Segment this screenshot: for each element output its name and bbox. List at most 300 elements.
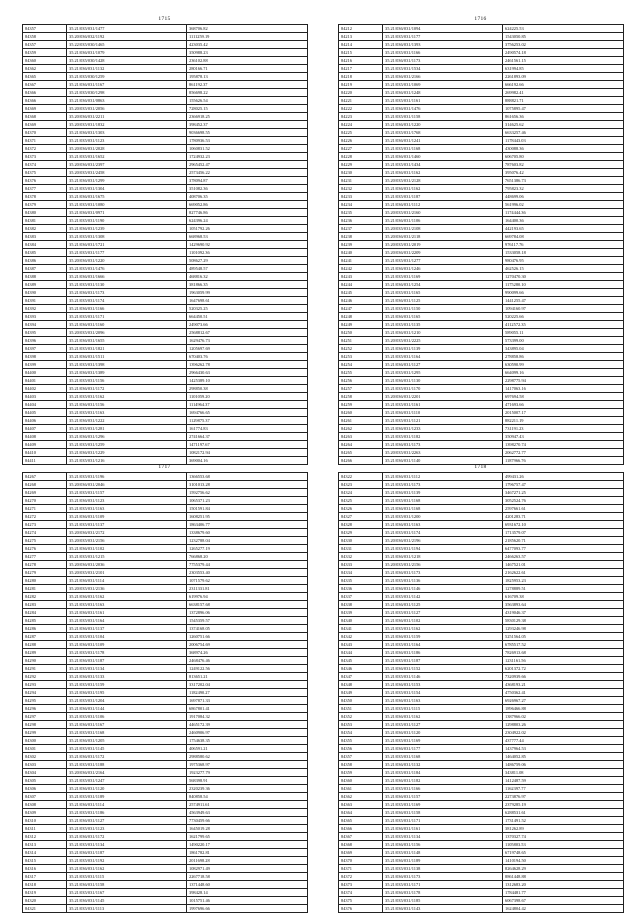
row-id-cell: 84231 <box>339 177 383 185</box>
row-code-cell: 35.21/036/031/1159 <box>383 633 503 641</box>
table-row <box>339 241 624 249</box>
row-code-cell: 35.21/036/031/1109 <box>67 641 187 649</box>
row-id-cell: 84260 <box>339 409 383 417</box>
row-id-cell: 84370 <box>339 857 383 865</box>
row-id-cell: 84296 <box>23 705 67 713</box>
row-value-cell: 1621799.65 <box>187 833 308 841</box>
row-id-cell: 84396 <box>23 337 67 345</box>
row-id-cell: 84282 <box>23 593 67 601</box>
row-id-cell: 84269 <box>23 489 67 497</box>
row-id-cell: 84386 <box>23 257 67 265</box>
row-code-cell: 35.21/035/031/1164 <box>383 641 503 649</box>
table-row <box>339 817 624 825</box>
table-row <box>23 633 308 641</box>
row-value-cell: 670403.76 <box>187 353 308 361</box>
table-row <box>23 873 308 881</box>
table-row <box>23 25 308 33</box>
row-code-cell: 35.21/035/031/1171 <box>383 881 503 889</box>
row-code-cell: 35.21/035/031/1194 <box>383 545 503 553</box>
table-row <box>339 97 624 105</box>
row-code-cell: 35.21/036/031/1239 <box>67 225 187 233</box>
row-code-cell: 35.21/036/031/1125 <box>383 601 503 609</box>
row-id-cell: 84313 <box>23 841 67 849</box>
row-code-cell: 35.21/036/031/1143 <box>383 905 503 913</box>
row-value-cell: 589055.11 <box>503 329 624 337</box>
table-row <box>339 537 624 545</box>
table-row <box>339 73 624 81</box>
row-id-cell: 84255 <box>339 369 383 377</box>
row-value-cell: 408706.35 <box>187 193 308 201</box>
table-row <box>339 649 624 657</box>
row-value-cell: 398428.14 <box>187 889 308 897</box>
row-id-cell: 84410 <box>23 449 67 457</box>
row-id-cell: 84223 <box>339 113 383 121</box>
row-id-cell: 84287 <box>23 633 67 641</box>
row-id-cell: 84271 <box>23 505 67 513</box>
row-value-cell: 668968.53 <box>187 233 308 241</box>
row-code-cell: 35.21/036/031/1163 <box>383 697 503 705</box>
table-row <box>339 545 624 553</box>
row-value-cell: 888821.71 <box>503 97 624 105</box>
table-row <box>339 337 624 345</box>
table-row <box>339 297 624 305</box>
row-code-cell: 35.21/036/031/1173 <box>383 873 503 881</box>
row-value-cell: 1065371.23 <box>187 497 308 505</box>
row-code-cell: 35.21/035/031/1277 <box>383 257 503 265</box>
row-code-cell: 35.21/035/031/1768 <box>383 129 503 137</box>
table-row <box>23 889 308 897</box>
table-row <box>339 873 624 881</box>
row-value-cell: 1624804.42 <box>503 905 624 913</box>
row-id-cell: 84220 <box>339 89 383 97</box>
table-row <box>339 713 624 721</box>
row-id-cell: 84397 <box>23 345 67 353</box>
table-row <box>23 217 308 225</box>
table-row <box>339 585 624 593</box>
table-row <box>339 521 624 529</box>
row-code-cell: 35.20/035/031/2096 <box>67 329 187 337</box>
table-body <box>23 25 308 465</box>
row-value-cell: 697694.58 <box>503 393 624 401</box>
row-id-cell: 84354 <box>339 729 383 737</box>
row-id-cell: 84379 <box>23 201 67 209</box>
row-value-cell: 7651386.73 <box>503 177 624 185</box>
table-row <box>23 745 308 753</box>
row-value-cell: 1129875.37 <box>187 417 308 425</box>
row-code-cell: 35.21/036/031/1165 <box>383 313 503 321</box>
row-code-cell: 35.21/035/031/1434 <box>383 161 503 169</box>
row-value-cell: 161774.83 <box>187 425 308 433</box>
row-code-cell: 35.21/036/031/1157 <box>383 793 503 801</box>
row-id-cell: 84344 <box>339 649 383 657</box>
row-id-cell: 84368 <box>23 113 67 121</box>
table-row <box>339 441 624 449</box>
table-row <box>23 425 308 433</box>
row-id-cell: 84292 <box>23 673 67 681</box>
row-code-cell: 35.21/036/031/1153 <box>383 681 503 689</box>
table-row <box>339 329 624 337</box>
row-code-cell: 35.21/035/031/1174 <box>383 529 503 537</box>
row-id-cell: 84326 <box>339 505 383 513</box>
row-value-cell: 1162397.77 <box>503 785 624 793</box>
row-value-cell: 437777.44 <box>503 737 624 745</box>
row-id-cell: 84405 <box>23 409 67 417</box>
row-value-cell: 489548.57 <box>187 265 308 273</box>
row-id-cell: 84325 <box>339 497 383 505</box>
row-code-cell: 35.21/036/031/1220 <box>383 121 503 129</box>
row-code-cell: 35.21/035/031/1177 <box>383 33 503 41</box>
row-code-cell: 35.21/035/031/1134 <box>67 665 187 673</box>
row-id-cell: 84257 <box>339 385 383 393</box>
row-value-cell: 1410194.50 <box>503 857 624 865</box>
table-body <box>339 473 624 913</box>
row-code-cell: 35.21/035/031/1106 <box>67 713 187 721</box>
row-id-cell: 84251 <box>339 337 383 345</box>
row-code-cell: 35.21/036/031/1114 <box>67 801 187 809</box>
row-value-cell: 2597661.61 <box>503 505 624 513</box>
table-row <box>339 417 624 425</box>
table-row <box>23 577 308 585</box>
row-code-cell: 35.21/036/031/1666 <box>67 273 187 281</box>
row-value-cell: 2006754.69 <box>187 641 308 649</box>
row-code-cell: 35.21/036/031/1152 <box>383 665 503 673</box>
row-value-cell: 4201283.71 <box>503 513 624 521</box>
row-code-cell: 35.21/035/031/1476 <box>67 265 187 273</box>
row-code-cell: 35.20/035/031/2156 <box>67 537 187 545</box>
row-id-cell: 84327 <box>339 513 383 521</box>
row-value-cell: 3467271.25 <box>503 489 624 497</box>
row-code-cell: 35.21/036/031/0971 <box>67 209 187 217</box>
row-value-cell: 395076.42 <box>503 169 624 177</box>
table-row <box>339 617 624 625</box>
row-code-cell: 35.20/035/031/2458 <box>67 169 187 177</box>
row-id-cell: 84381 <box>23 217 67 225</box>
table-row <box>339 433 624 441</box>
row-id-cell: 84355 <box>339 737 383 745</box>
row-id-cell: 84212 <box>339 25 383 33</box>
table-row <box>23 561 308 569</box>
table-row <box>339 721 624 729</box>
row-id-cell: 84367 <box>23 81 67 89</box>
row-id-cell: 84329 <box>339 529 383 537</box>
table-row <box>339 177 624 185</box>
row-id-cell: 84395 <box>23 329 67 337</box>
table-row <box>339 641 624 649</box>
table-row <box>339 393 624 401</box>
row-code-cell: 35.21/035/031/1146 <box>383 673 503 681</box>
row-value-cell: 1265277.19 <box>187 545 308 553</box>
row-id-cell: 84233 <box>339 193 383 201</box>
row-code-cell: 35.20/035/031/2136 <box>67 585 187 593</box>
row-code-cell: 35.21/036/031/1178 <box>383 889 503 897</box>
row-value-cell: 314625.62 <box>503 121 624 129</box>
table-row <box>339 609 624 617</box>
row-code-cell: 35.20/036/032/1192 <box>67 33 187 41</box>
row-code-cell: 35.21/036/031/1079 <box>67 49 187 57</box>
row-id-cell: 84234 <box>339 201 383 209</box>
table-row <box>339 673 624 681</box>
row-id-cell: 84367 <box>339 833 383 841</box>
row-id-cell: 84215 <box>339 49 383 57</box>
row-value-cell: 856698.22 <box>187 89 308 97</box>
row-id-cell: 84225 <box>339 129 383 137</box>
row-id-cell: 84249 <box>339 321 383 329</box>
table-row <box>339 425 624 433</box>
row-value-cell: 155626.54 <box>187 97 308 105</box>
row-value-cell: 2304922.02 <box>503 729 624 737</box>
row-code-cell: 35.21/035/031/1184 <box>383 769 503 777</box>
row-code-cell: 35.20/035/031/2263 <box>383 449 503 457</box>
row-code-cell: 35.21/036/031/1172 <box>67 753 187 761</box>
table-row <box>23 825 308 833</box>
row-id-cell: 84315 <box>23 857 67 865</box>
row-id-cell: 84303 <box>23 761 67 769</box>
table-row <box>23 817 308 825</box>
row-id-cell: 84340 <box>339 617 383 625</box>
row-code-cell: 35.21/036/031/1393 <box>383 41 503 49</box>
row-code-cell: 35.21/035/031/1080 <box>67 201 187 209</box>
table-row <box>339 561 624 569</box>
table-row <box>339 889 624 897</box>
row-value-cell: 442193.65 <box>503 225 624 233</box>
row-value-cell: 1975368.97 <box>187 761 308 769</box>
table-row <box>23 321 308 329</box>
table-row <box>339 865 624 873</box>
row-id-cell: 84288 <box>23 641 67 649</box>
row-code-cell: 35.21/035/031/1170 <box>383 385 503 393</box>
row-id-cell: 84370 <box>23 129 67 137</box>
row-id-cell: 84301 <box>23 745 67 753</box>
row-code-cell: 35.20/036/031/2201 <box>383 393 503 401</box>
row-code-cell: 35.21/035/031/1171 <box>67 313 187 321</box>
row-value-cell: 2011698.28 <box>187 857 308 865</box>
table-row <box>23 729 308 737</box>
table-row <box>339 289 624 297</box>
row-value-cell: 2966430.63 <box>187 369 308 377</box>
row-code-cell: 35.21/036/031/1476 <box>383 105 503 113</box>
data-table <box>22 24 308 465</box>
row-id-cell: 84229 <box>339 161 383 169</box>
row-id-cell: 84230 <box>339 169 383 177</box>
row-code-cell: 35.20/035/031/2160 <box>383 209 503 217</box>
table-row <box>339 137 624 145</box>
row-code-cell: 35.21/035/031/1186 <box>67 809 187 817</box>
row-code-cell: 35.21/035/031/1163 <box>67 601 187 609</box>
row-id-cell: 84222 <box>339 105 383 113</box>
table-row <box>23 681 308 689</box>
row-code-cell: 35.21/035/031/1188 <box>67 761 187 769</box>
row-id-cell: 84363 <box>339 801 383 809</box>
row-id-cell: 84358 <box>339 761 383 769</box>
table-row <box>23 345 308 353</box>
row-value-cell: 7320939.66 <box>503 673 624 681</box>
row-value-cell: 669052.86 <box>187 201 308 209</box>
row-value-cell: 471693.66 <box>503 401 624 409</box>
row-code-cell: 35.21/035/031/1216 <box>67 457 187 465</box>
row-code-cell: 35.21/035/030/1298 <box>67 89 187 97</box>
table-row <box>339 681 624 689</box>
row-value-cell: 1094160.97 <box>503 305 624 313</box>
table-row <box>23 665 308 673</box>
row-id-cell: 84276 <box>23 545 67 553</box>
table-row <box>23 49 308 57</box>
row-code-cell: 35.21/036/031/1144 <box>67 705 187 713</box>
row-code-cell: 35.21/036/031/1160 <box>67 321 187 329</box>
row-value-cell: 1175280.10 <box>503 281 624 289</box>
row-value-cell: 1863406.77 <box>187 521 308 529</box>
table-row <box>23 233 308 241</box>
row-value-cell: 1260751.66 <box>187 633 308 641</box>
row-code-cell: 35.21/035/031/1123 <box>67 137 187 145</box>
row-id-cell: 84266 <box>339 457 383 465</box>
table-row <box>23 121 308 129</box>
table-row <box>23 849 308 857</box>
row-id-cell: 84306 <box>23 785 67 793</box>
row-id-cell: 84218 <box>339 73 383 81</box>
row-value-cell: 1105803.53 <box>503 841 624 849</box>
row-id-cell: 84281 <box>23 585 67 593</box>
row-code-cell: 35.21/036/031/1189 <box>383 857 503 865</box>
row-code-cell: 35.21/035/031/1182 <box>383 433 503 441</box>
row-code-cell: 35.21/036/031/1162 <box>383 713 503 721</box>
row-code-cell: 35.20/036/031/2028 <box>67 145 187 153</box>
row-value-cell: 3101013.28 <box>187 481 308 489</box>
table-row <box>23 601 308 609</box>
table-row <box>23 489 308 497</box>
row-value-cell: 1366553.68 <box>187 473 308 481</box>
row-value-cell: 7730459.66 <box>187 817 308 825</box>
table-row <box>23 417 308 425</box>
row-value-cell: 520325.25 <box>187 305 308 313</box>
table-body <box>23 473 308 913</box>
row-id-cell: 84353 <box>339 721 383 729</box>
row-value-cell: 2460906.97 <box>187 729 308 737</box>
table-row <box>339 233 624 241</box>
row-code-cell: 35.21/036/031/1094 <box>383 25 503 33</box>
table-row <box>339 497 624 505</box>
row-value-cell: 813651.21 <box>187 673 308 681</box>
row-value-cell: 499431.26 <box>503 473 624 481</box>
row-value-cell: 1101092.36 <box>187 249 308 257</box>
table-row <box>339 481 624 489</box>
table-row <box>339 121 624 129</box>
table-row <box>23 737 308 745</box>
row-id-cell: 84268 <box>23 481 67 489</box>
row-value-cell: 4319046.37 <box>503 609 624 617</box>
row-code-cell: 35.20/036/031/2209 <box>383 249 503 257</box>
row-code-cell: 35.21/036/031/1173 <box>383 569 503 577</box>
row-code-cell: 35.21/035/031/1142 <box>383 593 503 601</box>
row-value-cell: 2162622.61 <box>503 569 624 577</box>
row-id-cell: 84347 <box>339 673 383 681</box>
table-row <box>339 57 624 65</box>
row-code-cell: 35.21/035/031/1200 <box>383 513 503 521</box>
table-row <box>339 313 624 321</box>
row-value-cell: 976117.76 <box>503 241 624 249</box>
row-code-cell: 35.20/036/031/2397 <box>67 161 187 169</box>
row-code-cell: 35.21/035/031/1150 <box>383 305 503 313</box>
table-row <box>23 761 308 769</box>
table-row <box>339 625 624 633</box>
row-id-cell: 84293 <box>23 681 67 689</box>
table-row <box>339 25 624 33</box>
row-id-cell: 84289 <box>23 649 67 657</box>
row-code-cell: 35.21/036/031/1109 <box>67 513 187 521</box>
page-number: 1715 <box>158 16 171 22</box>
row-code-cell: 35.21/035/031/1168 <box>383 753 503 761</box>
row-code-cell: 35.21/036/031/1296 <box>67 433 187 441</box>
row-id-cell: 84312 <box>23 833 67 841</box>
row-code-cell: 35.21/035/031/1169 <box>383 801 503 809</box>
row-value-cell: 462526.15 <box>503 265 624 273</box>
row-code-cell: 35.21/036/031/1168 <box>383 505 503 513</box>
row-id-cell: 84335 <box>339 577 383 585</box>
table-row <box>339 305 624 313</box>
table-row <box>23 673 308 681</box>
row-id-cell: 84334 <box>339 569 383 577</box>
row-id-cell: 84341 <box>339 625 383 633</box>
row-value-cell: 731191.23 <box>503 425 624 433</box>
row-id-cell: 84267 <box>23 473 67 481</box>
table-row <box>339 105 624 113</box>
table-row <box>23 89 308 97</box>
row-code-cell: 35.21/035/031/1115 <box>383 705 503 713</box>
row-id-cell: 84264 <box>339 441 383 449</box>
row-value-cell: 1896466.88 <box>503 705 624 713</box>
table-row <box>23 433 308 441</box>
row-id-cell: 84248 <box>339 313 383 321</box>
row-code-cell: 35.21/036/031/1162 <box>67 593 187 601</box>
row-id-cell: 84256 <box>339 377 383 385</box>
row-id-cell: 84240 <box>339 249 383 257</box>
table-row <box>23 769 308 777</box>
row-id-cell: 84382 <box>23 225 67 233</box>
row-value-cell: 343895.04 <box>503 345 624 353</box>
row-code-cell: 35.21/036/031/1156 <box>383 841 503 849</box>
row-value-cell: 616709.38 <box>503 593 624 601</box>
row-code-cell: 35.21/036/031/1222 <box>67 417 187 425</box>
row-id-cell: 84285 <box>23 617 67 625</box>
row-code-cell: 35.20/036/031/2164 <box>67 769 187 777</box>
row-value-cell: 827746.86 <box>187 209 308 217</box>
row-code-cell: 35.21/035/031/1652 <box>67 153 187 161</box>
row-value-cell: 6288531.61 <box>503 809 624 817</box>
row-value-cell: 350988.23 <box>187 49 308 57</box>
row-code-cell: 35.21/036/031/1187 <box>67 849 187 857</box>
row-id-cell: 84406 <box>23 417 67 425</box>
table-row <box>339 185 624 193</box>
row-value-cell: 3756253.02 <box>503 41 624 49</box>
row-value-cell: 378094.87 <box>187 177 308 185</box>
row-code-cell: 35.21/036/031/1172 <box>67 385 187 393</box>
row-id-cell: 84401 <box>23 377 67 385</box>
row-id-cell: 84357 <box>23 41 67 49</box>
row-value-cell: 1796757.47 <box>503 481 624 489</box>
row-id-cell: 84398 <box>23 353 67 361</box>
row-id-cell: 84272 <box>23 513 67 521</box>
row-id-cell: 84352 <box>339 713 383 721</box>
row-code-cell: 35.21/036/031/1112 <box>383 201 503 209</box>
row-code-cell: 35.21/036/031/1120 <box>383 729 503 737</box>
table-page-1715 <box>22 14 307 465</box>
row-id-cell: 84308 <box>23 801 67 809</box>
table-row <box>339 793 624 801</box>
row-code-cell: 35.21/036/031/1162 <box>383 169 503 177</box>
row-code-cell: 35.21/035/031/1135 <box>383 321 503 329</box>
row-value-cell: 1645019.28 <box>187 825 308 833</box>
row-code-cell: 35.22/035/030/1465 <box>67 41 187 49</box>
table-row <box>23 353 308 361</box>
